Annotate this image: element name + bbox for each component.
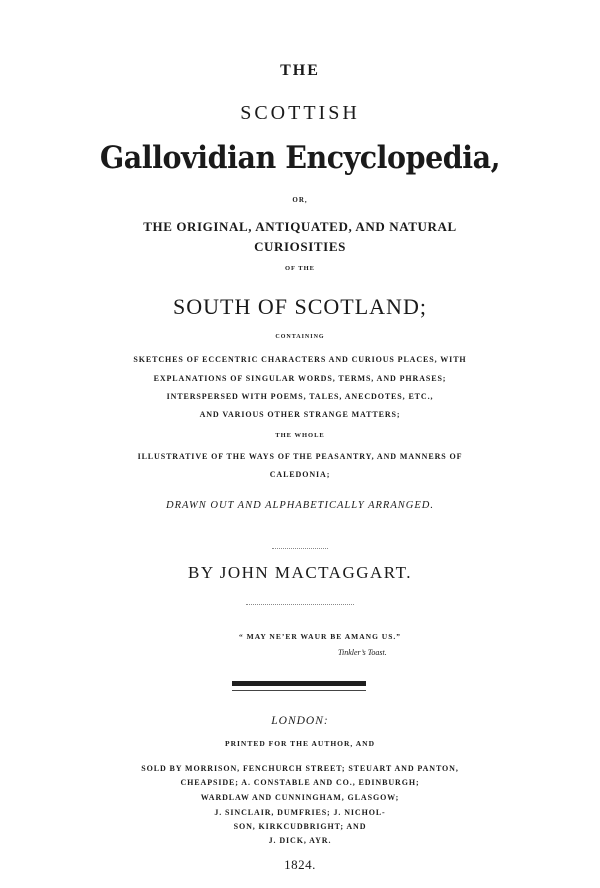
sold-by-line: J. DICK, AYR.: [268, 836, 332, 845]
sold-by-line: SOLD BY MORRISON, FENCHURCH STREET; STEUART AND PANTON,: [141, 764, 459, 773]
illustrative-line: ILLUSTRATIVE OF THE WAYS OF THE PEASANTRY, AND MANNERS OF: [137, 452, 463, 461]
description-line: EXPLANATIONS OF SINGULAR WORDS, TERMS, AND PHRASES;: [153, 374, 447, 383]
subtitle-line-1: THE ORIGINAL, ANTIQUATED, AND NATURAL: [143, 219, 457, 234]
imprint-place: LONDON:: [271, 715, 329, 727]
byline: BY JOHN MACTAGGART.: [188, 563, 412, 582]
description-line: SKETCHES OF ECCENTRIC CHARACTERS AND CURIOUS PLACES, WITH: [133, 355, 467, 364]
sold-by-line: WARDLAW AND CUNNINGHAM, GLASGOW;: [200, 793, 400, 802]
containing-label: CONTAINING: [275, 334, 325, 340]
thick-rule: [232, 681, 366, 686]
sold-by-line: CHEAPSIDE; A. CONSTABLE AND CO., EDINBURGH;: [180, 778, 420, 787]
description-line: AND VARIOUS OTHER STRANGE MATTERS;: [199, 410, 401, 419]
title-the: THE: [280, 62, 320, 79]
description-line: INTERSPERSED WITH POEMS, TALES, ANECDOTES, ETC.,: [166, 392, 434, 401]
sold-by-line: J. SINCLAIR, DUMFRIES; J. NICHOL-: [214, 808, 386, 817]
subtitle-line-2: CURIOSITIES: [254, 239, 346, 254]
region-title: SOUTH OF SCOTLAND;: [173, 294, 427, 319]
the-whole-label: THE WHOLE: [275, 432, 325, 439]
motto: “ MAY NE’ER WAUR BE AMANG US.”: [238, 632, 402, 641]
ornament-divider: [272, 548, 328, 549]
printed-for: PRINTED FOR THE AUTHOR, AND: [224, 739, 375, 748]
title-or: OR,: [292, 196, 308, 204]
thin-rule: [232, 690, 366, 691]
title-scottish: SCOTTISH: [240, 102, 360, 124]
ornament-divider: [246, 604, 354, 605]
sold-by-line: SON, KIRKCUDBRIGHT; AND: [233, 822, 367, 831]
main-title: Gallovidian Encyclopedia,: [99, 140, 501, 176]
arranged-line: DRAWN OUT AND ALPHABETICALLY ARRANGED.: [166, 500, 434, 511]
motto-source: Tinkler’s Toast.: [338, 648, 387, 657]
title-of-the: OF THE: [284, 265, 316, 272]
imprint-year: 1824.: [284, 857, 316, 872]
illustrative-line: CALEDONIA;: [269, 470, 331, 479]
